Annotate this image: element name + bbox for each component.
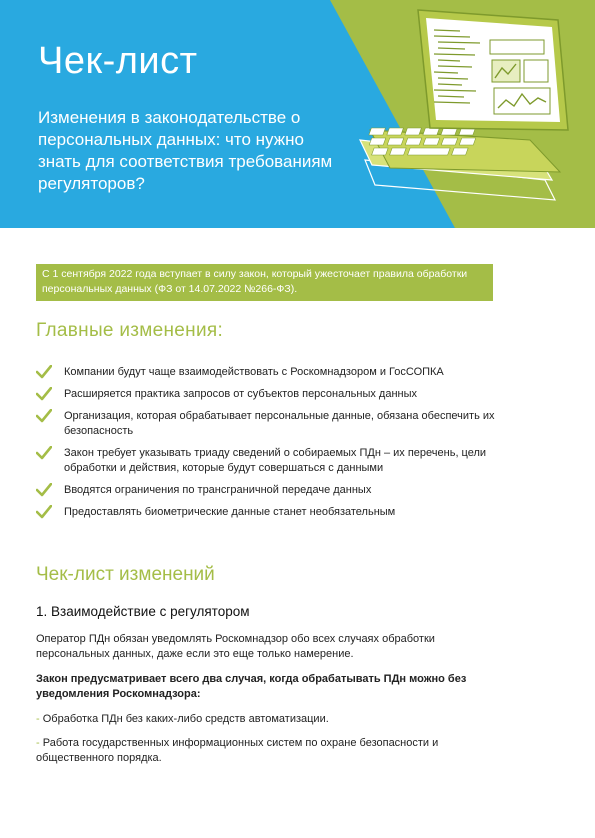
section-paragraph: Оператор ПДн обязан уведомлять Роскомнадзор обо всех случаях обработки персональных данных, даже если это еще только намерение. <box>36 633 435 660</box>
main-changes-list <box>34 365 504 527</box>
list-item <box>34 409 504 439</box>
list-item <box>34 387 504 402</box>
checklist-heading: Чек-лист изменений <box>36 564 215 585</box>
hero-banner <box>0 0 595 228</box>
dash-marker: - <box>36 713 43 725</box>
check-icon <box>36 365 52 379</box>
list-item-text: Компании будут чаще взаимодействовать с Роскомнадзором и ГосСОПКА <box>64 366 444 378</box>
section-title: 1. Взаимодействие с регулятором <box>36 604 250 619</box>
main-changes-heading: Главные изменения: <box>36 320 224 341</box>
list-item-text: Закон требует указывать триаду сведений о собираемых ПДн – их перечень, цели обработки и действия, которые будут совершаться с данными <box>64 447 487 474</box>
check-icon <box>36 483 52 497</box>
dash-item-text: Обработка ПДн без каких-либо средств автоматизации. <box>42 713 329 725</box>
list-item-text: Расширяется практика запросов от субъектов персональных данных <box>64 388 418 400</box>
check-icon <box>36 446 52 460</box>
page-title: Чек-лист <box>38 40 198 82</box>
check-icon <box>36 505 52 519</box>
list-item <box>34 505 504 520</box>
list-item-text: Организация, которая обрабатывает персональные данные, обязана обеспечить их безопасность <box>64 410 495 437</box>
dash-item <box>36 712 506 727</box>
section-bold-paragraph: Закон предусматривает всего два случая, когда обрабатывать ПДн можно без уведомления Роскомнадзора: <box>36 673 467 700</box>
list-item <box>34 365 504 380</box>
list-item-text: Предоставлять биометрические данные станет необязательным <box>64 506 396 518</box>
list-item <box>34 483 504 498</box>
check-icon <box>36 409 52 423</box>
dash-item <box>36 736 506 766</box>
laptop-illustration <box>330 0 595 228</box>
dash-item-text: Работа государственных информационных систем по охране безопасности и общественного порядка. <box>36 737 439 764</box>
dash-marker: - <box>36 737 43 749</box>
notice-banner: С 1 сентября 2022 года вступает в силу закон, который ужесточает правила обработки персональных данных (ФЗ от 14.07.2022 №266-ФЗ). <box>36 264 493 301</box>
list-item-text: Вводятся ограничения по трансграничной передаче данных <box>64 484 372 496</box>
check-icon <box>36 387 52 401</box>
list-item <box>34 446 504 476</box>
page-subtitle: Изменения в законодательстве о персональных данных: что нужно знать для соответствия требованиям регуляторов? <box>38 108 333 193</box>
